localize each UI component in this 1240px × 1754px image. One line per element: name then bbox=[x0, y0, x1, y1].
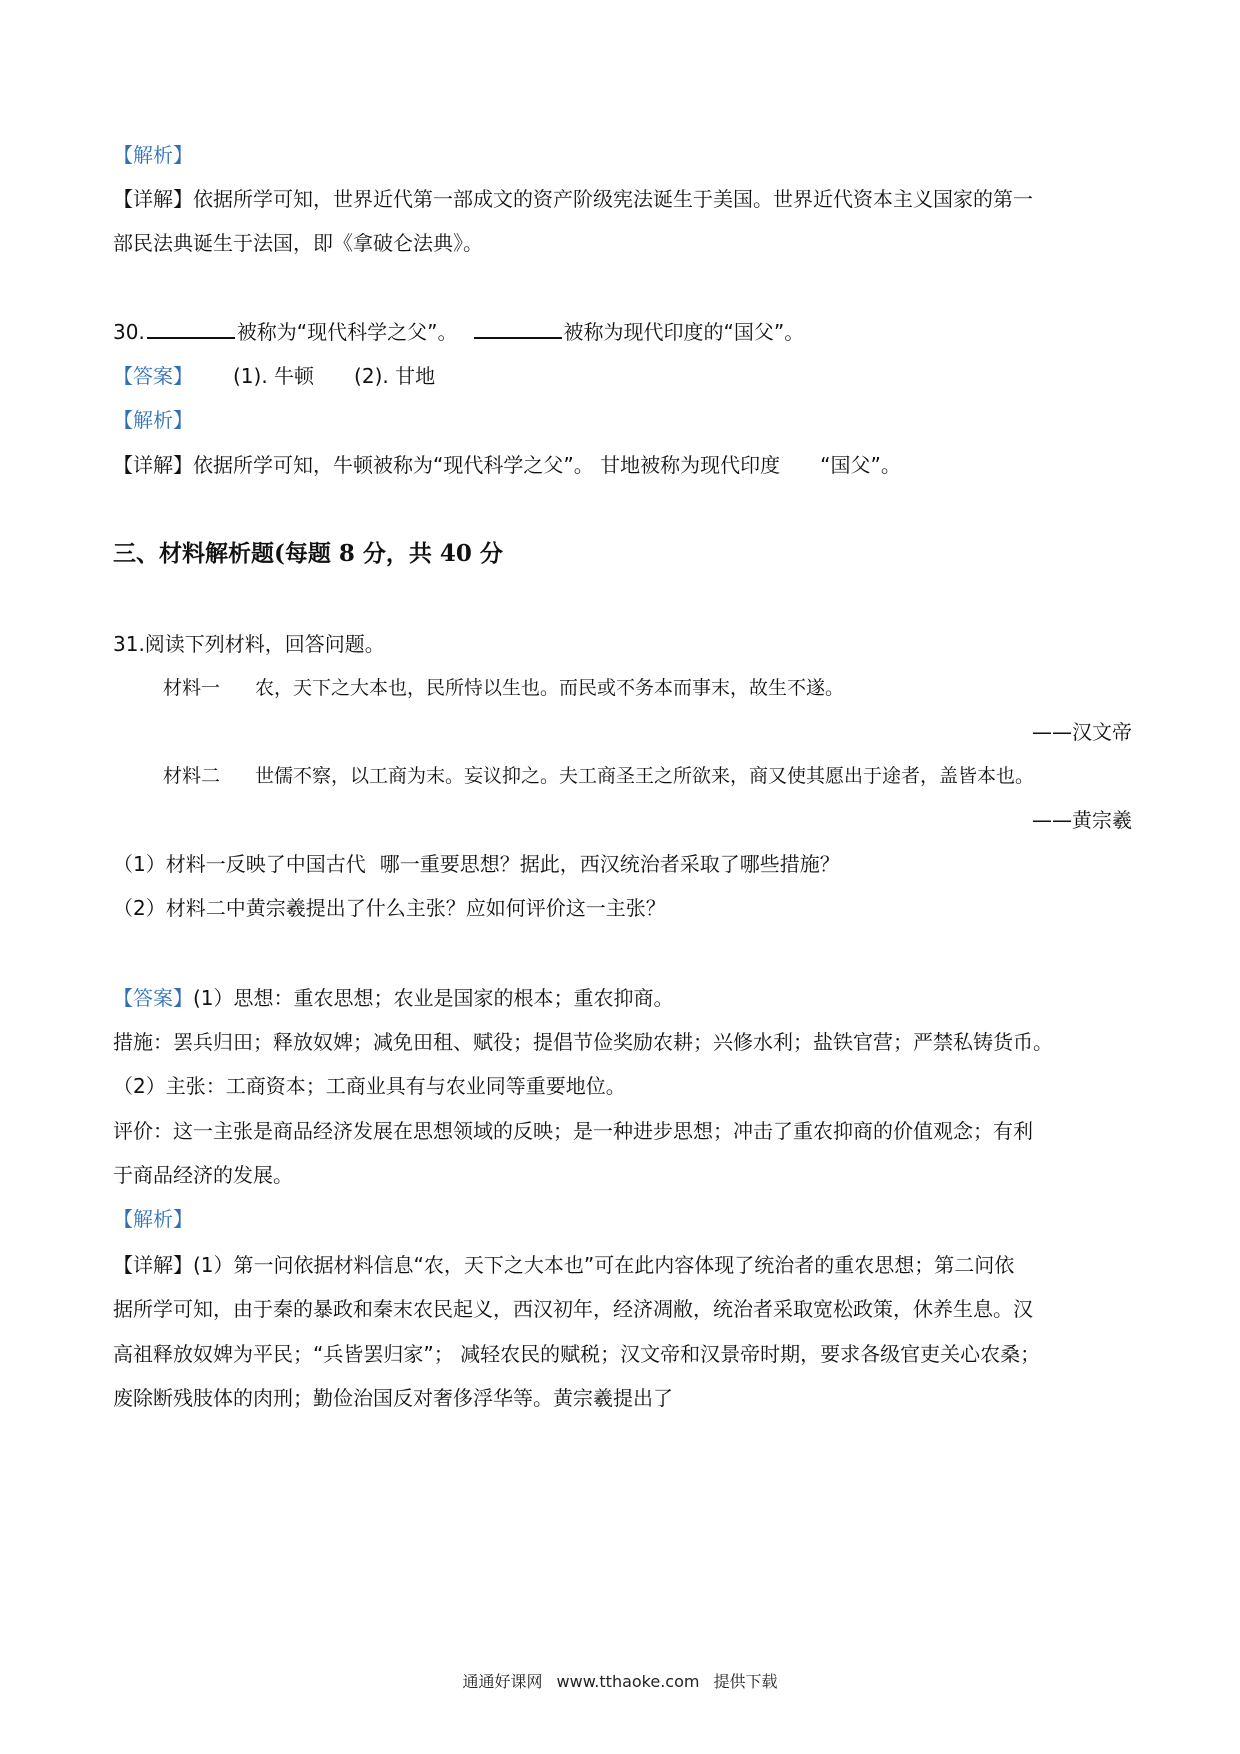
material-source: ——黄宗羲 bbox=[1032, 808, 1132, 832]
question-31-stem: 31.阅读下列材料，回答问题。 bbox=[113, 632, 385, 656]
answer-31-line: （2）主张：工商资本；工商业具有与农业同等重要地位。 bbox=[113, 1074, 626, 1098]
footer-site-name: 通通好课网 bbox=[462, 1672, 543, 1691]
material-one bbox=[163, 674, 844, 702]
answer-31-line bbox=[113, 984, 674, 1012]
material-two bbox=[163, 762, 1034, 790]
material-label: 材料二 bbox=[163, 765, 221, 787]
answer-text: (1）思想：重农思想；农业是国家的根本；重农抑商。 bbox=[193, 986, 674, 1010]
material-source: ——汉文帝 bbox=[1032, 720, 1132, 744]
detail-paragraph-line: 废除断残肢体的肉刑；勤俭治国反对奢侈浮华等。黄宗羲提出了 bbox=[113, 1386, 673, 1410]
material-text: 农，天下之大本也，民所恃以生也。而民或不务本而事末，故生不遂。 bbox=[255, 677, 845, 699]
question-30 bbox=[113, 318, 804, 346]
question-text: 被称为现代印度的“国父”。 bbox=[563, 320, 805, 344]
detail-paragraph-line: 【详解】(1）第一问依据材料信息“农，天下之大本也”可在此内容体现了统治者的重农思想；第二问依 bbox=[113, 1253, 1015, 1277]
detail-text: “国父”。 bbox=[820, 453, 901, 477]
page-footer bbox=[0, 1671, 1240, 1693]
footer-note: 提供下载 bbox=[713, 1672, 778, 1691]
detail-paragraph-line: 高祖释放奴婢为平民；“兵皆罢归家”； 减轻农民的赋税；汉文帝和汉景帝时期，要求各级官吏关心农桑； bbox=[113, 1342, 1041, 1366]
material-text: 世儒不察，以工商为末。妄议抑之。夫工商圣王之所欲来，商又使其愿出于途者，盖皆本也。 bbox=[255, 765, 1035, 787]
answer-31-line: 评价：这一主张是商品经济发展在思想领域的反映；是一种进步思想；冲击了重农抑商的价值观念；有利 bbox=[113, 1119, 1033, 1143]
fill-blank bbox=[147, 319, 235, 339]
answer-tag: 【答案】 bbox=[113, 364, 193, 388]
question-text: 被称为“现代科学之父”。 bbox=[236, 320, 458, 344]
answer-30 bbox=[113, 362, 435, 390]
answer-item: (1). 牛顿 bbox=[233, 364, 315, 388]
detail-text: 【详解】依据所学可知，牛顿被称为“现代科学之父”。 甘地被称为现代印度 bbox=[113, 453, 781, 477]
answer-tag: 【答案】 bbox=[113, 986, 193, 1010]
detail-paragraph-line bbox=[113, 451, 901, 479]
analysis-tag: 【解析】 bbox=[113, 143, 193, 167]
detail-paragraph-line: 【详解】依据所学可知，世界近代第一部成文的资产阶级宪法诞生于美国。世界近代资本主义国家的第一 bbox=[113, 187, 1033, 211]
material-label: 材料一 bbox=[163, 677, 221, 699]
answer-item: (2). 甘地 bbox=[354, 364, 436, 388]
sub-question-text: 哪一重要思想？据此，西汉统治者采取了哪些措施？ bbox=[379, 852, 840, 876]
answer-31-line: 于商品经济的发展。 bbox=[113, 1163, 293, 1187]
analysis-tag: 【解析】 bbox=[113, 1207, 193, 1231]
fill-blank bbox=[474, 319, 562, 339]
answer-31-line: 措施：罢兵归田；释放奴婢；减免田租、赋役；提倡节俭奖励农耕；兴修水利；盐铁官营；严禁私铸货币。 bbox=[113, 1030, 1053, 1054]
detail-paragraph-line: 据所学可知，由于秦的暴政和秦末农民起义，西汉初年，经济凋敝，统治者采取宽松政策，休养生息。汉 bbox=[113, 1297, 1033, 1321]
footer-url[interactable]: www.tthaoke.com bbox=[556, 1672, 700, 1691]
sub-question-1 bbox=[113, 850, 840, 878]
section-heading: 三、材料解析题(每题 8 分，共 40 分 bbox=[113, 540, 503, 567]
sub-question-2: （2）材料二中黄宗羲提出了什么主张？应如何评价这一主张？ bbox=[113, 896, 666, 920]
detail-paragraph-line: 部民法典诞生于法国，即《拿破仑法典》。 bbox=[113, 231, 483, 255]
question-number: 30. bbox=[113, 320, 145, 344]
sub-question-text: （1）材料一反映了中国古代 bbox=[113, 852, 366, 876]
analysis-tag: 【解析】 bbox=[113, 408, 193, 432]
